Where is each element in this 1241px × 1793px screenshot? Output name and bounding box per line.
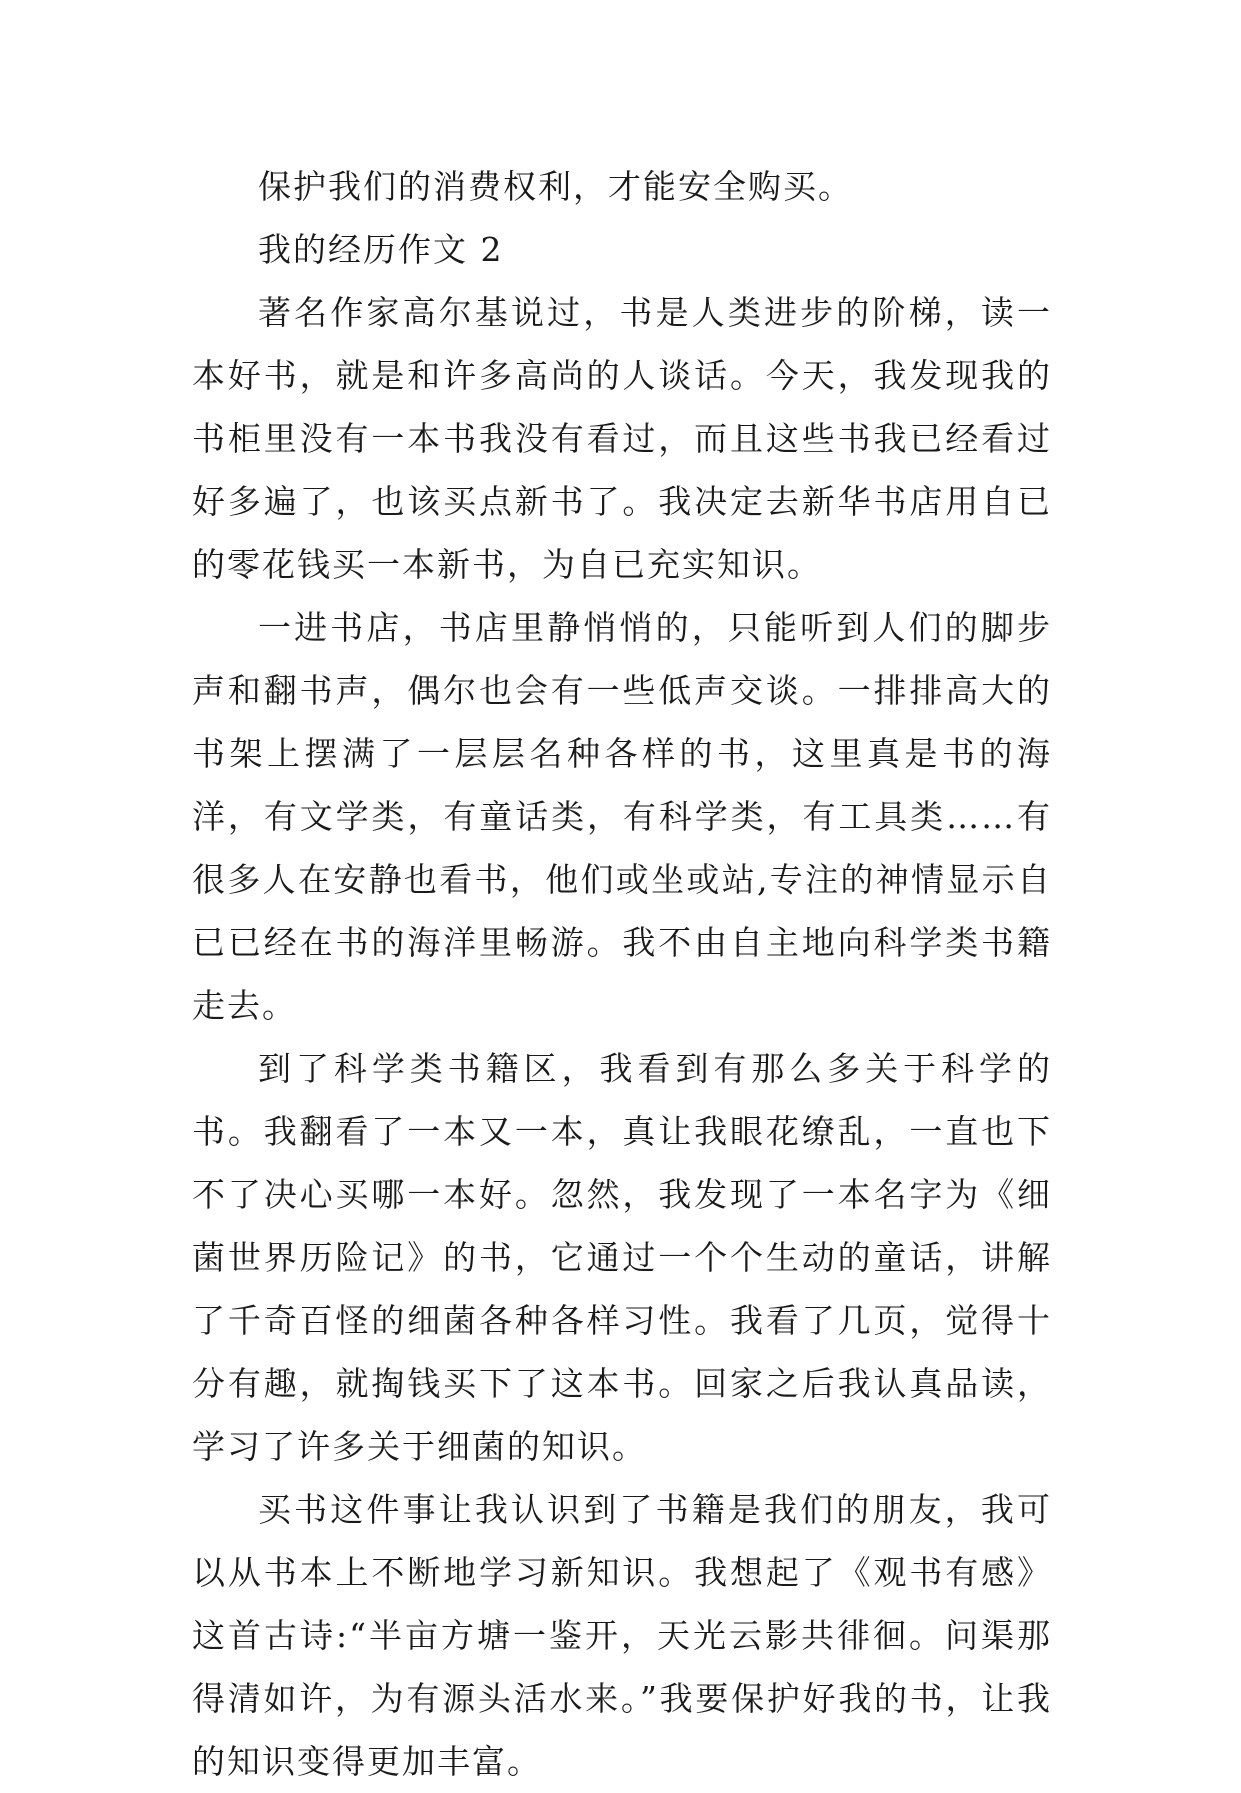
paragraph-closing-previous: 保护我们的消费权利，才能安全购买。 bbox=[258, 167, 853, 206]
paragraph-science-section: 到了科学类书籍区，我看到有那么多关于科学的书。我翻看了一本又一本，真让我眼花缭乱，一直也下不了决心买哪一本好。忽然，我发现了一本名字为《细菌世界历险记》的书，它通过一个个生动的童话，讲解了千奇百怪的细菌各种各样习性。我看了几页，觉得十分有趣，就掏钱买下了这本书。回家之后我认真品读，学习了许多关于细菌的知识。 bbox=[192, 1049, 1052, 1466]
document-body bbox=[192, 155, 1052, 1793]
paragraph-conclusion: 买书这件事让我认识到了书籍是我们的朋友，我可以从书本上不断地学习新知识。我想起了《观书有感》这首古诗:“半亩方塘一鉴开，天光云影共徘徊。问渠那得清如许，为有源头活水来。”我要保护好我的书，让我的知识变得更加丰富。 bbox=[192, 1490, 1052, 1781]
essay-title: 我的经历作文 2 bbox=[258, 230, 504, 269]
paragraph-bookstore: 一进书店，书店里静悄悄的，只能听到人们的脚步声和翻书声，偶尔也会有一些低声交谈。一排排高大的书架上摆满了一层层名种各样的书，这里真是书的海洋，有文学类，有童话类，有科学类，有工具类……有很多人在安静也看书，他们或坐或站,专注的神情显示自已已经在书的海洋里畅游。我不由自主地向科学类书籍走去。 bbox=[192, 608, 1052, 1025]
paragraph-intro: 著名作家高尔基说过，书是人类进步的阶梯，读一本好书，就是和许多高尚的人谈话。今天，我发现我的书柜里没有一本书我没有看过，而且这些书我已经看过好多遍了，也该买点新书了。我决定去新华书店用自已的零花钱买一本新书，为自已充实知识。 bbox=[192, 293, 1052, 584]
